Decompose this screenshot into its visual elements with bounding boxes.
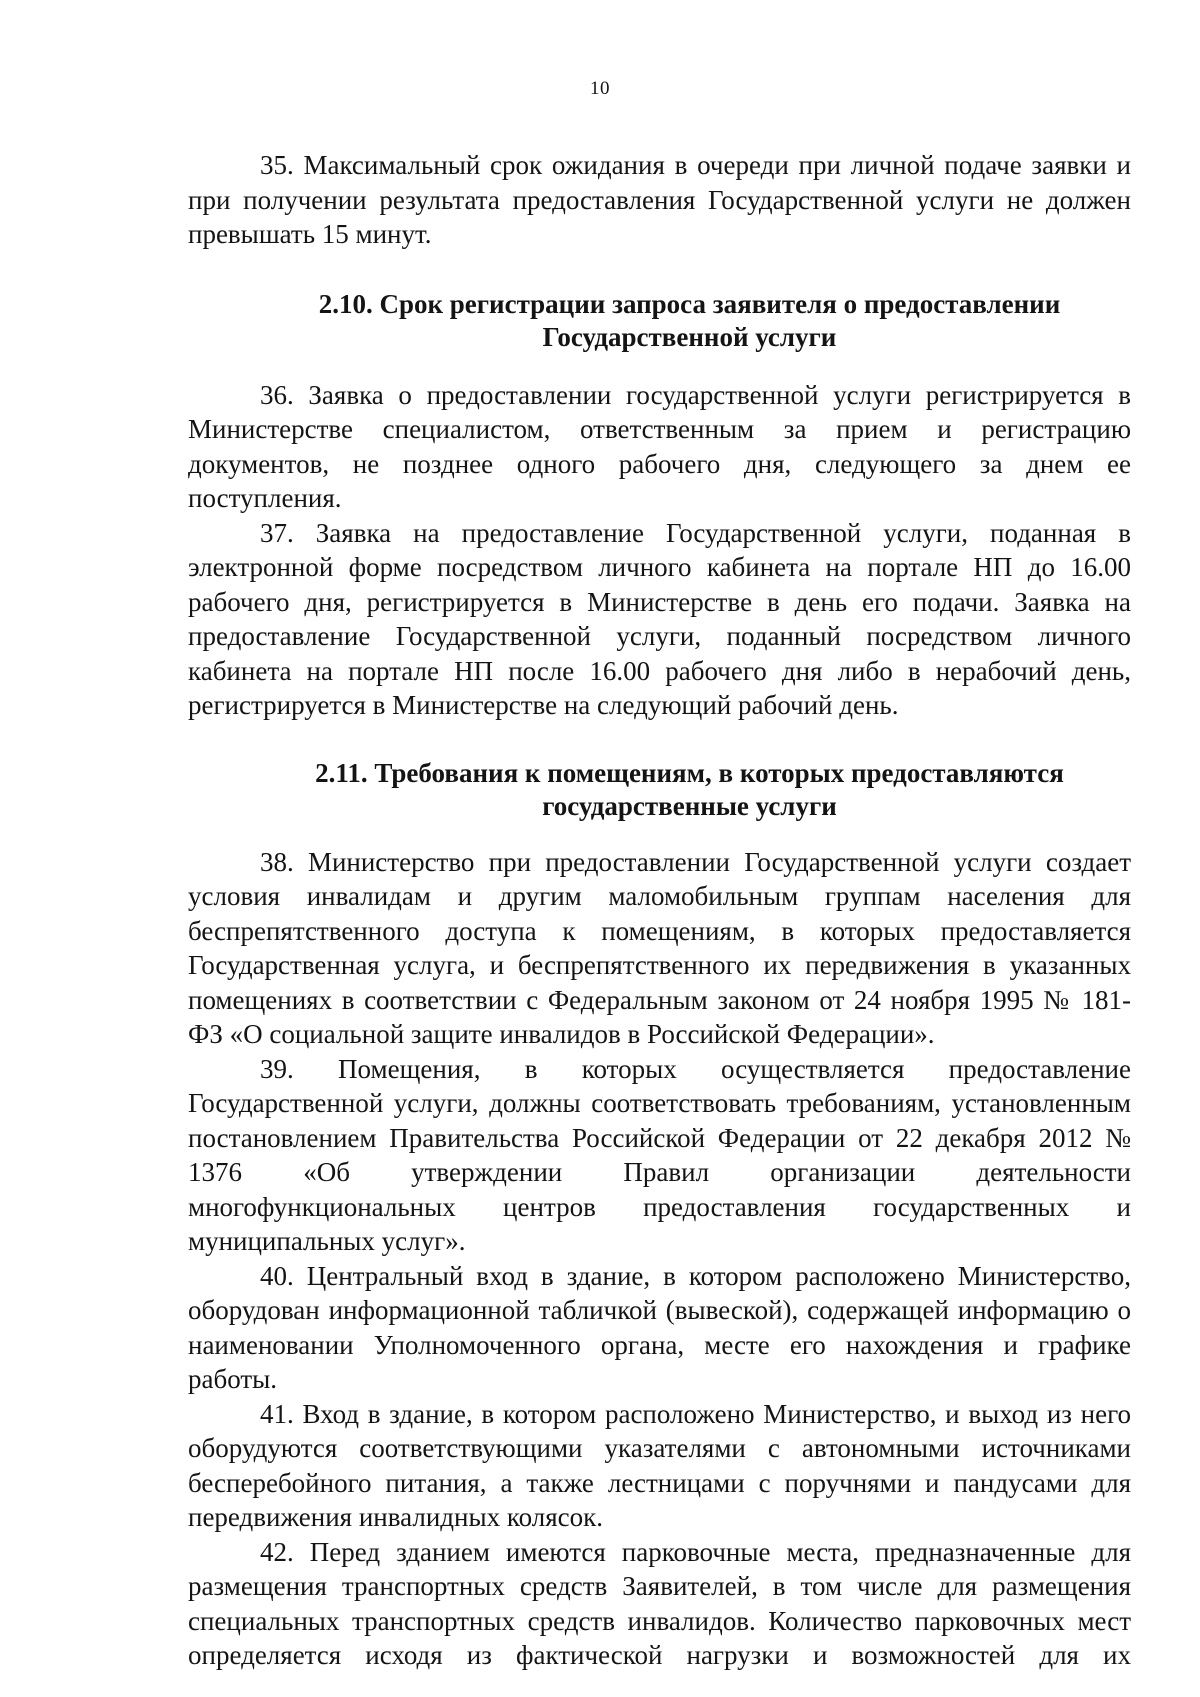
paragraph-35: 35. Максимальный срок ожидания в очереди при личной подаче заявки и при получении результата предоставления Государственной услуги не должен превышать 15 минут. — [188, 150, 1131, 249]
section-heading-2-11-line2: государственные услуги — [542, 790, 837, 821]
section-heading-2-10-line1: 2.10. Срок регистрации запроса заявителя о предоставлении — [318, 288, 1061, 319]
paragraph-41: 41. Вход в здание, в котором расположено Министерство, и выход из него оборудуются соответствующими указателями с автономными источниками бесперебойного питания, а также лестницами с поручнями и пандусами для передвижения инвалидных колясок. — [188, 1398, 1131, 1532]
page-number: 10 — [590, 78, 610, 99]
paragraph-38: 38. Министерство при предоставлении Государственной услуги создает условия инвалидам и другим маломобильным группам населения для беспрепятственного доступа к помещениям, в которых предоставляется Государственная услуга, и беспрепятственного их передвижения в указанных помещениях в соответствии с Федеральным законом от 24 ноября 1995 № 181-ФЗ «О социальной защите инвалидов в Российской Федерации». — [188, 846, 1131, 1049]
section-heading-2-10-line2: Государственной услуги — [542, 321, 837, 352]
paragraph-39: 39. Помещения, в которых осуществляется предоставление Государственной услуги, должны соответствовать требованиям, установленным постановлением Правительства Российской Федерации от 22 декабря 2012 № 1376 «Об утверждении Правил организации деятельности многофункциональных центров предоставления государственных и муниципальных услуг». — [188, 1053, 1131, 1256]
section-heading-2-11-line1: 2.11. Требования к помещениям, в которых предоставляются — [315, 757, 1064, 788]
paragraph-37: 37. Заявка на предоставление Государственной услуги, поданная в электронной форме посредством личного кабинета на портале НП до 16.00 рабочего дня, регистрируется в Министерстве в день его подачи. Заявка на предоставление Государственной услуги, поданный посредством личного кабинета на портале НП после 16.00 рабочего дня либо в нерабочий день, регистрируется в Министерстве на следующий рабочий день. — [188, 517, 1131, 720]
section-heading-2-10 — [188, 288, 1131, 354]
section-heading-2-11 — [188, 757, 1131, 823]
paragraph-36: 36. Заявка о предоставлении государственной услуги регистрируется в Министерстве специалистом, ответственным за прием и регистрацию документов, не позднее одного рабочего дня, следующего за днем ее поступления. — [188, 379, 1131, 513]
paragraph-42: 42. Перед зданием имеются парковочные места, предназначенные для размещения транспортных средств Заявителей, в том числе для размещения специальных транспортных средств инвалидов. Количество парковочных мест определяется исходя из фактической нагрузки и возможностей для их — [188, 1536, 1131, 1670]
paragraph-40: 40. Центральный вход в здание, в котором расположено Министерство, оборудован информационной табличкой (вывеской), содержащей информацию о наименовании Уполномоченного органа, месте его нахождения и графике работы. — [188, 1260, 1131, 1394]
document-body — [188, 148, 1131, 1673]
